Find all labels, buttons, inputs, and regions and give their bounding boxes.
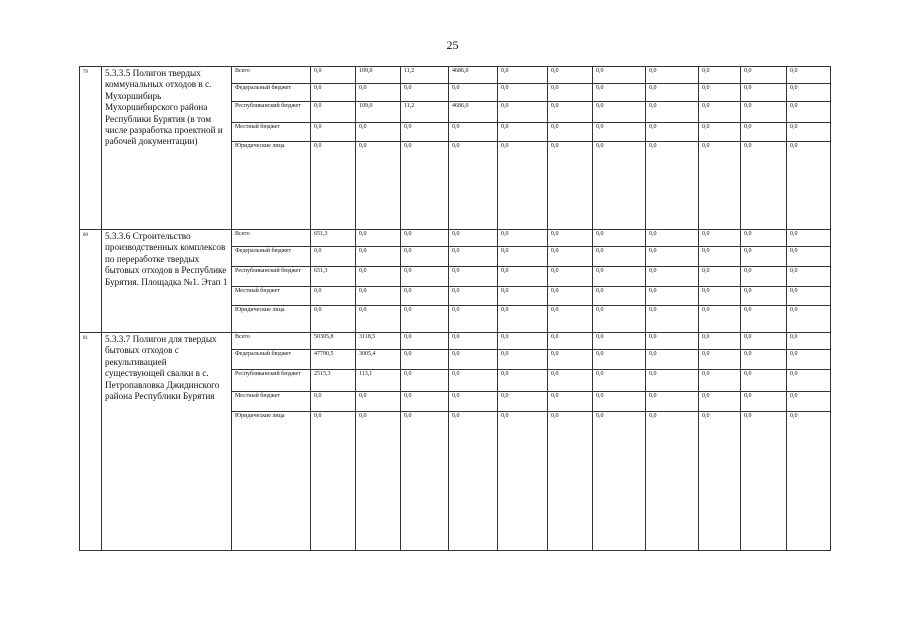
funding-value: 0,0 xyxy=(498,84,548,102)
funding-value: 0,0 xyxy=(311,84,356,102)
funding-value: 0,0 xyxy=(401,230,449,247)
funding-value: 0,0 xyxy=(498,267,548,287)
funding-value: 0,0 xyxy=(548,123,593,142)
funding-value: 0,0 xyxy=(593,267,646,287)
funding-value: 0,0 xyxy=(449,370,498,392)
funding-value: 0,0 xyxy=(449,333,498,350)
funding-value: 0,0 xyxy=(356,142,401,230)
funding-value: 0,0 xyxy=(741,306,787,333)
funding-value: 0,0 xyxy=(449,287,498,306)
funding-value: 0,0 xyxy=(449,142,498,230)
funding-value: 0,0 xyxy=(449,267,498,287)
funding-value: 0,0 xyxy=(593,350,646,370)
funding-value: 0,0 xyxy=(787,412,831,551)
funding-value: 0,0 xyxy=(498,247,548,267)
funding-value: 0,0 xyxy=(498,392,548,412)
funding-value: 0,0 xyxy=(699,392,741,412)
funding-value: 0,0 xyxy=(548,306,593,333)
funding-source: Местный бюджет xyxy=(232,123,311,142)
funding-value: 0,0 xyxy=(699,287,741,306)
funding-value: 0,0 xyxy=(401,267,449,287)
funding-value: 0,0 xyxy=(548,392,593,412)
funding-value: 47790,5 xyxy=(311,350,356,370)
funding-value: 0,0 xyxy=(356,306,401,333)
funding-source: Местный бюджет xyxy=(232,392,311,412)
funding-value: 0,0 xyxy=(646,306,699,333)
funding-value: 0,0 xyxy=(646,412,699,551)
funding-source: Всего xyxy=(232,333,311,350)
funding-value: 0,0 xyxy=(311,123,356,142)
funding-value: 0,0 xyxy=(356,247,401,267)
funding-source: Юридические лица xyxy=(232,142,311,230)
funding-value: 0,0 xyxy=(401,412,449,551)
funding-value: 0,0 xyxy=(699,247,741,267)
funding-value: 0,0 xyxy=(741,370,787,392)
table-row xyxy=(80,67,831,84)
funding-value: 0,0 xyxy=(787,287,831,306)
funding-value: 0,0 xyxy=(401,350,449,370)
funding-value: 50305,8 xyxy=(311,333,356,350)
funding-value: 0,0 xyxy=(787,392,831,412)
funding-source: Республиканский бюджет xyxy=(232,102,311,123)
funding-value: 2515,3 xyxy=(311,370,356,392)
funding-value: 0,0 xyxy=(449,247,498,267)
funding-value: 0,0 xyxy=(699,350,741,370)
funding-value: 0,0 xyxy=(646,333,699,350)
funding-value: 0,0 xyxy=(593,412,646,551)
funding-source: Республиканский бюджет xyxy=(232,267,311,287)
funding-value: 0,0 xyxy=(646,350,699,370)
funding-value: 0,0 xyxy=(787,230,831,247)
funding-value: 0,0 xyxy=(548,67,593,84)
funding-value: 0,0 xyxy=(787,123,831,142)
funding-value: 0,0 xyxy=(699,370,741,392)
funding-value: 0,0 xyxy=(646,230,699,247)
funding-value: 0,0 xyxy=(741,102,787,123)
funding-value: 109,0 xyxy=(356,102,401,123)
funding-value: 0,0 xyxy=(741,392,787,412)
funding-value: 0,0 xyxy=(593,102,646,123)
funding-value: 0,0 xyxy=(498,142,548,230)
funding-value: 3005,4 xyxy=(356,350,401,370)
funding-value: 0,0 xyxy=(401,333,449,350)
funding-value: 0,0 xyxy=(449,84,498,102)
funding-value: 0,0 xyxy=(401,392,449,412)
funding-source: Федеральный бюджет xyxy=(232,84,311,102)
funding-value: 0,0 xyxy=(498,412,548,551)
funding-value: 651,3 xyxy=(311,230,356,247)
funding-value: 0,0 xyxy=(741,412,787,551)
funding-value: 0,0 xyxy=(548,247,593,267)
funding-value: 0,0 xyxy=(699,230,741,247)
funding-value: 0,0 xyxy=(548,142,593,230)
funding-value: 0,0 xyxy=(593,142,646,230)
funding-value: 0,0 xyxy=(548,412,593,551)
page-number: 25 xyxy=(446,38,459,52)
funding-source: Федеральный бюджет xyxy=(232,247,311,267)
funding-value: 0,0 xyxy=(401,306,449,333)
funding-value: 0,0 xyxy=(741,84,787,102)
funding-value: 4686,0 xyxy=(449,67,498,84)
funding-source: Всего xyxy=(232,67,311,84)
funding-source: Юридические лица xyxy=(232,412,311,551)
funding-value: 113,1 xyxy=(356,370,401,392)
funding-value: 0,0 xyxy=(548,370,593,392)
funding-value: 0,0 xyxy=(311,102,356,123)
funding-value: 0,0 xyxy=(356,267,401,287)
row-number: 80 xyxy=(80,230,102,333)
funding-value: 0,0 xyxy=(741,287,787,306)
funding-value: 0,0 xyxy=(356,412,401,551)
funding-value: 0,0 xyxy=(401,123,449,142)
funding-source: Федеральный бюджет xyxy=(232,350,311,370)
funding-value: 0,0 xyxy=(787,370,831,392)
funding-value: 0,0 xyxy=(548,333,593,350)
funding-value: 0,0 xyxy=(548,102,593,123)
funding-value: 0,0 xyxy=(356,287,401,306)
funding-value: 3118,5 xyxy=(356,333,401,350)
funding-value: 0,0 xyxy=(699,102,741,123)
funding-value: 0,0 xyxy=(699,267,741,287)
funding-value: 0,0 xyxy=(646,142,699,230)
funding-source: Местный бюджет xyxy=(232,287,311,306)
funding-value: 0,0 xyxy=(311,67,356,84)
funding-value: 0,0 xyxy=(311,287,356,306)
funding-value: 0,0 xyxy=(311,412,356,551)
funding-source: Юридические лица xyxy=(232,306,311,333)
funding-value: 0,0 xyxy=(787,350,831,370)
funding-value: 0,0 xyxy=(646,370,699,392)
funding-value: 0,0 xyxy=(311,142,356,230)
funding-value: 0,0 xyxy=(548,230,593,247)
funding-value: 0,0 xyxy=(401,84,449,102)
funding-value: 0,0 xyxy=(548,287,593,306)
row-number: 81 xyxy=(80,333,102,551)
funding-value: 0,0 xyxy=(741,267,787,287)
funding-value: 0,0 xyxy=(699,306,741,333)
funding-value: 0,0 xyxy=(646,247,699,267)
funding-value: 0,0 xyxy=(741,247,787,267)
funding-value: 0,0 xyxy=(449,392,498,412)
funding-value: 651,3 xyxy=(311,267,356,287)
funding-value: 0,0 xyxy=(401,142,449,230)
funding-value: 0,0 xyxy=(593,370,646,392)
funding-value: 0,0 xyxy=(593,287,646,306)
funding-value: 0,0 xyxy=(699,333,741,350)
funding-value: 0,0 xyxy=(787,267,831,287)
funding-value: 0,0 xyxy=(498,123,548,142)
funding-value: 0,0 xyxy=(449,123,498,142)
funding-value: 0,0 xyxy=(646,67,699,84)
funding-value: 0,0 xyxy=(699,67,741,84)
funding-value: 0,0 xyxy=(498,102,548,123)
funding-value: 0,0 xyxy=(498,67,548,84)
activity-name: 5.3.3.6 Строительство производственных комплексов по переработке твердых бытовых отходов в Республике Бурятия. Площадка №1. Этап 1 xyxy=(102,230,232,333)
funding-value: 0,0 xyxy=(787,247,831,267)
funding-source: Республиканский бюджет xyxy=(232,370,311,392)
funding-value: 0,0 xyxy=(593,230,646,247)
funding-value: 0,0 xyxy=(787,67,831,84)
funding-value: 11,2 xyxy=(401,67,449,84)
funding-value: 0,0 xyxy=(787,84,831,102)
funding-value: 0,0 xyxy=(741,333,787,350)
budget-table xyxy=(79,66,831,551)
funding-value: 0,0 xyxy=(356,230,401,247)
funding-value: 0,0 xyxy=(741,123,787,142)
funding-value: 0,0 xyxy=(548,350,593,370)
funding-value: 0,0 xyxy=(699,123,741,142)
funding-value: 0,0 xyxy=(498,350,548,370)
activity-name: 5.3.3.7 Полигон для твердых бытовых отходов с рекультивацией существующей свалки в с. Петропавловка Джидинского района Республики Бурятия xyxy=(102,333,232,551)
table-body xyxy=(80,67,831,551)
funding-value: 0,0 xyxy=(741,350,787,370)
funding-value: 0,0 xyxy=(548,267,593,287)
funding-value: 0,0 xyxy=(646,267,699,287)
funding-value: 0,0 xyxy=(646,84,699,102)
funding-value: 0,0 xyxy=(787,102,831,123)
funding-value: 0,0 xyxy=(787,142,831,230)
table-row xyxy=(80,230,831,247)
funding-value: 4686,0 xyxy=(449,102,498,123)
funding-value: 0,0 xyxy=(356,392,401,412)
row-number: 79 xyxy=(80,67,102,230)
funding-value: 0,0 xyxy=(741,230,787,247)
funding-value: 0,0 xyxy=(356,84,401,102)
activity-name: 5.3.3.5 Полигон твердых коммунальных отходов в с. Мухоршибирь Мухоршибирского района Республики Бурятия (в том числе разработка проектной и рабочей документации) xyxy=(102,67,232,230)
funding-value: 0,0 xyxy=(498,306,548,333)
funding-value: 0,0 xyxy=(401,247,449,267)
funding-value: 0,0 xyxy=(699,412,741,551)
funding-value: 0,0 xyxy=(646,102,699,123)
funding-value: 0,0 xyxy=(646,392,699,412)
funding-value: 0,0 xyxy=(741,142,787,230)
funding-value: 0,0 xyxy=(311,306,356,333)
funding-value: 0,0 xyxy=(311,392,356,412)
funding-value: 0,0 xyxy=(646,287,699,306)
funding-value: 0,0 xyxy=(593,84,646,102)
funding-value: 0,0 xyxy=(498,287,548,306)
table-row xyxy=(80,333,831,350)
funding-value: 0,0 xyxy=(699,84,741,102)
funding-value: 0,0 xyxy=(548,84,593,102)
funding-value: 11,2 xyxy=(401,102,449,123)
funding-value: 0,0 xyxy=(593,392,646,412)
funding-value: 0,0 xyxy=(699,142,741,230)
funding-value: 0,0 xyxy=(498,333,548,350)
funding-value: 0,0 xyxy=(787,306,831,333)
funding-value: 0,0 xyxy=(646,123,699,142)
funding-value: 0,0 xyxy=(593,123,646,142)
funding-value: 0,0 xyxy=(401,370,449,392)
funding-value: 0,0 xyxy=(593,333,646,350)
funding-value: 0,0 xyxy=(449,230,498,247)
funding-value: 0,0 xyxy=(498,370,548,392)
funding-value: 109,0 xyxy=(356,67,401,84)
funding-value: 0,0 xyxy=(356,123,401,142)
funding-value: 0,0 xyxy=(311,247,356,267)
funding-value: 0,0 xyxy=(449,412,498,551)
funding-value: 0,0 xyxy=(593,306,646,333)
funding-value: 0,0 xyxy=(741,67,787,84)
funding-value: 0,0 xyxy=(593,247,646,267)
funding-source: Всего xyxy=(232,230,311,247)
funding-value: 0,0 xyxy=(593,67,646,84)
funding-value: 0,0 xyxy=(498,230,548,247)
funding-value: 0,0 xyxy=(787,333,831,350)
funding-value: 0,0 xyxy=(449,350,498,370)
funding-value: 0,0 xyxy=(401,287,449,306)
funding-value: 0,0 xyxy=(449,306,498,333)
